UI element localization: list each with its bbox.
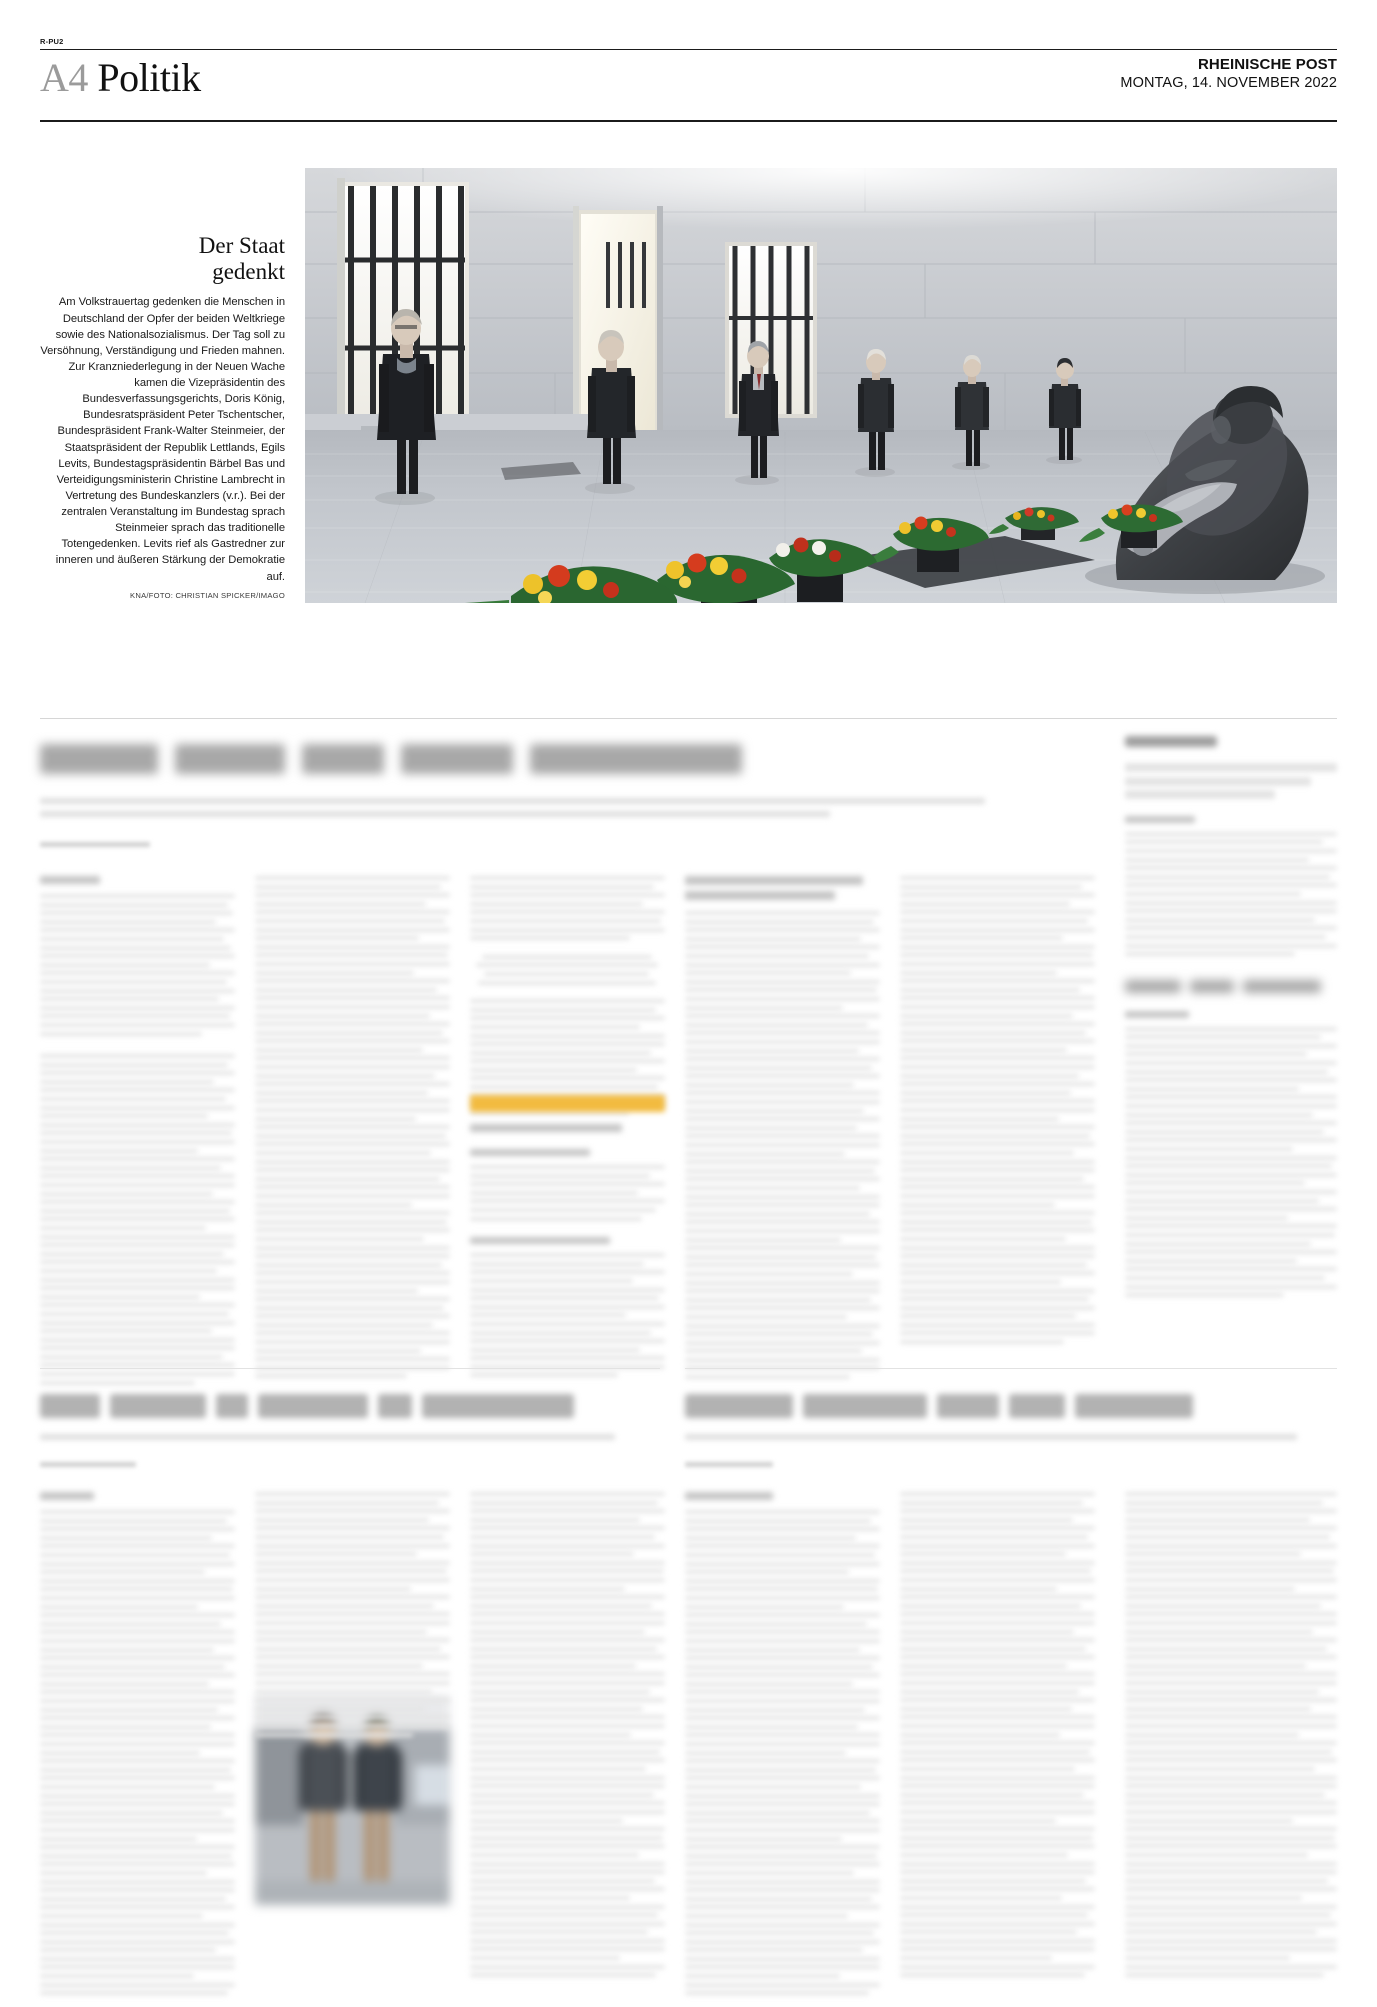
lead-article-deck: [40, 798, 960, 824]
bottom-left-byline: [40, 1462, 136, 1467]
body-column-4: [685, 876, 880, 1384]
column-3-subhead-b: [470, 1149, 590, 1156]
bottom-right-column-1: [685, 1492, 880, 2000]
lead-article-headline[interactable]: [40, 736, 940, 782]
column-1-subhead: [40, 876, 100, 884]
bl-col1-subhead: [40, 1492, 94, 1500]
lead-article-byline: [40, 842, 150, 847]
sidebar-body: [1125, 816, 1337, 956]
sidebar-headline[interactable]: [1125, 763, 1337, 799]
lead-caption-headline-line1: Der Staat: [198, 233, 285, 258]
lead-photo: [305, 168, 1337, 603]
masthead-right: [1120, 56, 1337, 100]
bottom-right-column-3: [1125, 1492, 1337, 1982]
bottom-left-column-1: [40, 1492, 235, 2000]
column-4-subhead-line2: [685, 891, 835, 900]
body-column-3-lower: [470, 1124, 665, 1382]
page-number: A4: [40, 55, 88, 101]
column-4-subhead: [685, 876, 863, 885]
body-column-1: [40, 876, 235, 1389]
body-column-2: [255, 876, 450, 1383]
body-column-3: [470, 876, 665, 1119]
neue-wache-photo-illustration: [305, 168, 1337, 603]
lead-caption: [40, 233, 285, 600]
lower-left-separator: [40, 1368, 660, 1369]
lower-right-separator: [685, 1368, 1337, 1369]
masthead-bottom-rule: [40, 120, 1337, 122]
body-column-5: [900, 876, 1095, 1349]
sidebar-headline-2[interactable]: [1125, 977, 1337, 997]
lead-block-separator: [40, 718, 1337, 719]
bottom-left-column-2: [255, 1492, 450, 1741]
lead-photo-credit: KNA/FOTO: CHRISTIAN SPICKER/IMAGO: [130, 590, 285, 600]
bottom-left-deck: [40, 1434, 660, 1447]
lead-caption-text: Am Volkstrauertag gedenken die Menschen in Deutschland der Opfer der beiden Weltkriege sowie des Nationalsozialismus. Der Tag soll zu Versöhnung, Verständigung und Frieden mahnen. Zur Kranzniederlegung in der Neuen Wache kamen die Vizepräsidentin des Bundesverfassungsgerichts, Doris König, Bundesratspräsident Peter Tschentscher, Bundespräsident Frank-Walter Steinmeier, der Staatspräsident der Republik Lettlands, Egils Levits, Bundestagspräsidentin Bärbel Bas und Verteidigungsministerin Christine Lambrecht in Vertretung des Bundeskanzlers (v.r.). Bei der zentralen Veranstaltung im Bundestag sprach Steinmeier sprach das traditionelle Totengedenken. Levits rief als Gastredner zur inneren und äußeren Stärkung der Demokratie auf.: [40, 296, 285, 583]
paper-date: MONTAG, 14. NOVEMBER 2022: [1120, 74, 1337, 91]
column-3-subhead-a: [470, 1124, 622, 1132]
column-3-highlight-wrap: [470, 1095, 665, 1112]
column-3-subhead-c: [470, 1237, 610, 1244]
bottom-right-byline: [685, 1462, 773, 1467]
lead-photo-block: [40, 168, 1337, 708]
accent-highlight-bar: [470, 1095, 665, 1112]
sidebar-kicker[interactable]: [1125, 736, 1337, 747]
bottom-right-deck: [685, 1434, 1337, 1447]
masthead: [40, 38, 1337, 99]
page-title: [40, 57, 201, 99]
bottom-left-headline[interactable]: [40, 1390, 660, 1422]
paper-name: RHEINISCHE POST: [1197, 55, 1337, 73]
sidebar-column: [1125, 736, 1337, 1302]
lead-caption-headline: [40, 233, 285, 285]
lead-caption-headline-line2: gedenkt: [212, 259, 285, 285]
folio-code: R-PU2: [40, 37, 64, 46]
bottom-right-headline[interactable]: [685, 1390, 1337, 1422]
bottom-right-column-2: [900, 1492, 1095, 1982]
section-name: Politik: [97, 55, 201, 101]
br-col1-subhead: [685, 1492, 773, 1500]
sidebar-body-2: [1125, 1011, 1337, 1297]
bottom-left-column-3: [470, 1492, 665, 1982]
